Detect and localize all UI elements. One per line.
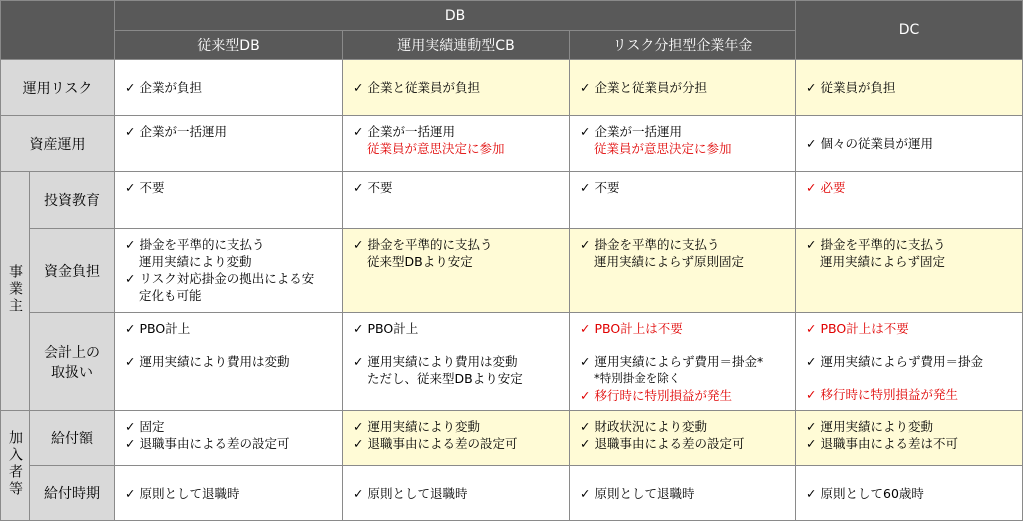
cell: ✓ 不要: [115, 172, 343, 229]
cell: ✓ 掛金を平準的に支払う 運用実績によらず固定: [796, 229, 1023, 313]
check-icon: ✓: [580, 436, 591, 451]
header-dc: DC: [796, 1, 1023, 60]
cell: ✓ 固定 ✓ 退職事由による差の設定可: [115, 411, 343, 466]
check-icon: ✓: [125, 419, 136, 434]
cell: ✓ 企業が負担: [115, 60, 343, 116]
row-label: 会計上の 取扱い: [30, 313, 115, 411]
check-icon: ✓: [580, 354, 591, 369]
corner-cell: [1, 1, 115, 60]
row-label: 資産運用: [1, 116, 115, 172]
check-icon: ✓: [806, 387, 817, 402]
check-icon: ✓: [353, 80, 364, 95]
cell: ✓ 不要: [343, 172, 570, 229]
check-icon: ✓: [580, 321, 591, 336]
check-icon: ✓: [806, 436, 817, 451]
cell: ✓ 企業が一括運用 従業員が意思決定に参加: [570, 116, 796, 172]
check-icon: ✓: [353, 436, 364, 451]
check-icon: ✓: [125, 321, 136, 336]
cell: ✓ 運用実績により変動 ✓ 退職事由による差は不可: [796, 411, 1023, 466]
cell: ✓ PBO計上 ✓ 運用実績により費用は変動 ただし、従来型DBより安定: [343, 313, 570, 411]
row-accounting: [1, 313, 1023, 411]
check-icon: ✓: [125, 80, 136, 95]
header-risk-share: リスク分担型企業年金: [570, 31, 796, 60]
check-icon: ✓: [125, 180, 136, 195]
cell: ✓ 従業員が負担: [796, 60, 1023, 116]
check-icon: ✓: [806, 419, 817, 434]
cell: ✓ PBO計上 ✓ 運用実績により費用は変動: [115, 313, 343, 411]
check-icon: ✓: [125, 485, 136, 501]
check-icon: ✓: [353, 237, 364, 252]
header-cb: 運用実績連動型CB: [343, 31, 570, 60]
cell: ✓ 企業と従業員が負担: [343, 60, 570, 116]
row-benefit-amount: [1, 411, 1023, 466]
cell: ✓ 原則として退職時: [115, 466, 343, 521]
row-label: 運用リスク: [1, 60, 115, 116]
cell: ✓ 運用実績により変動 ✓ 退職事由による差の設定可: [343, 411, 570, 466]
row-label: 資金負担: [30, 229, 115, 313]
row-label: 給付額: [30, 411, 115, 466]
check-icon: ✓: [806, 321, 817, 336]
cell: ✓ 原則として退職時: [570, 466, 796, 521]
check-icon: ✓: [580, 419, 591, 434]
check-icon: ✓: [580, 124, 591, 139]
check-icon: ✓: [806, 354, 817, 369]
row-asset-management: [1, 116, 1023, 172]
cell: ✓ 企業と従業員が分担: [570, 60, 796, 116]
check-icon: ✓: [125, 354, 136, 369]
cell: ✓ 個々の従業員が運用: [796, 116, 1023, 172]
check-icon: ✓: [353, 180, 364, 195]
check-icon: ✓: [353, 321, 364, 336]
check-icon: ✓: [580, 80, 591, 95]
check-icon: ✓: [806, 485, 817, 501]
check-icon: ✓: [125, 271, 136, 286]
check-icon: ✓: [125, 124, 136, 139]
check-icon: ✓: [806, 180, 817, 195]
cell: ✓ 掛金を平準的に支払う 運用実績により変動 ✓ リスク対応掛金の拠出による安 定化も可能: [115, 229, 343, 313]
cell: ✓ 掛金を平準的に支払う 従来型DBより安定: [343, 229, 570, 313]
check-icon: ✓: [580, 237, 591, 252]
cell: ✓ 原則として60歳時: [796, 466, 1023, 521]
check-icon: ✓: [353, 124, 364, 139]
check-icon: ✓: [580, 180, 591, 195]
header-db: DB: [115, 1, 796, 31]
cell: ✓ 企業が一括運用: [115, 116, 343, 172]
cell: ✓ 財政状況により変動 ✓ 退職事由による差の設定可: [570, 411, 796, 466]
check-icon: ✓: [353, 419, 364, 434]
row-funding: [1, 229, 1023, 313]
check-icon: ✓: [353, 485, 364, 501]
cell: ✓ 掛金を平準的に支払う 運用実績によらず原則固定: [570, 229, 796, 313]
group-member: 加入者等: [1, 411, 30, 521]
cell: ✓ 原則として退職時: [343, 466, 570, 521]
cell: ✓ PBO計上は不要 ✓ 運用実績によらず費用＝掛金 ✓ 移行時に特別損益が発生: [796, 313, 1023, 411]
row-investment-risk: [1, 60, 1023, 116]
check-icon: ✓: [353, 354, 364, 369]
check-icon: ✓: [580, 388, 591, 403]
header-traditional-db: 従来型DB: [115, 31, 343, 60]
row-benefit-timing: [1, 466, 1023, 521]
cell: ✓ 不要: [570, 172, 796, 229]
cell: ✓ 企業が一括運用 従業員が意思決定に参加: [343, 116, 570, 172]
cell: ✓ 必要: [796, 172, 1023, 229]
check-icon: ✓: [806, 136, 817, 151]
check-icon: ✓: [806, 237, 817, 252]
check-icon: ✓: [125, 436, 136, 451]
row-label: 投資教育: [30, 172, 115, 229]
group-employer: 事業主: [1, 172, 30, 411]
row-label: 給付時期: [30, 466, 115, 521]
check-icon: ✓: [580, 485, 591, 501]
check-icon: ✓: [125, 237, 136, 252]
check-icon: ✓: [806, 80, 817, 95]
row-education: [1, 172, 1023, 229]
cell: ✓ PBO計上は不要 ✓ 運用実績によらず費用＝掛金* *特別掛金を除く ✓ 移行時に特別損益が発生: [570, 313, 796, 411]
